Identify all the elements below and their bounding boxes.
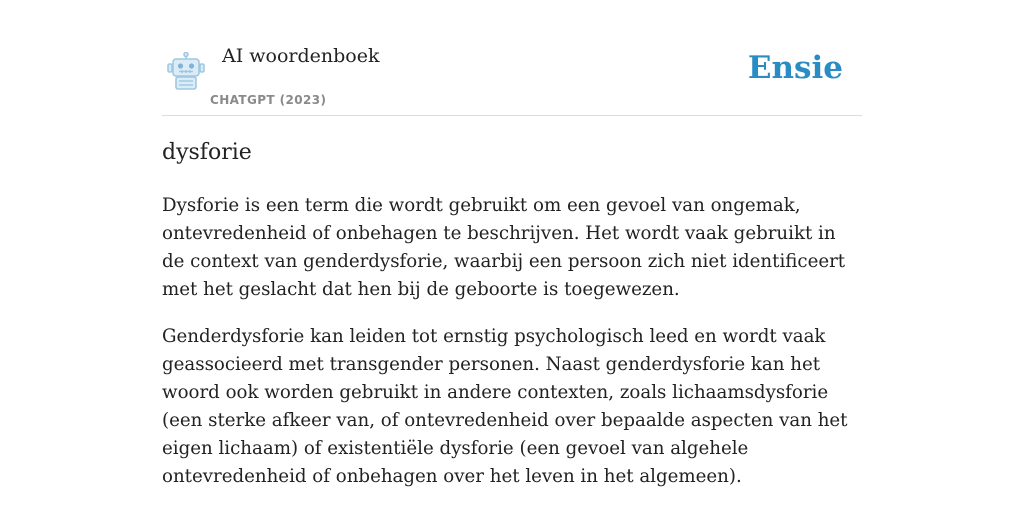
definition-paragraph: Genderdysforie kan leiden tot ernstig psychologisch leed en wordt vaak geassocieerd met transgender personen. Naast genderdysforie kan het woord ook worden gebruikt in andere contexten, zoals lichaamsdysforie (een sterke afkeer van, of ontevredenheid over bepaalde aspecten van het eigen lichaam) of existentiële dysforie (een gevoel van algehele ontevredenheid of onbehagen over het leven in het algemeen). — [162, 326, 848, 487]
source-meta: CHATGPT (2023) — [210, 93, 327, 107]
entry-term: dysforie — [162, 140, 252, 165]
source-name[interactable]: AI woordenboek — [222, 45, 380, 67]
entry-page — [162, 0, 862, 487]
robot-icon — [166, 52, 206, 90]
brand-logo[interactable]: Ensie — [747, 50, 843, 86]
source-header — [162, 0, 862, 116]
entry-definition — [162, 192, 862, 510]
definition-paragraph: Dysforie is een term die wordt gebruikt om een gevoel van ongemak, ontevredenheid of onbehagen te beschrijven. Het wordt vaak gebruikt in de context van genderdysforie, waarbij een persoon zich niet identificeert met het geslacht dat hen bij de geboorte is toegewezen. — [162, 195, 846, 300]
